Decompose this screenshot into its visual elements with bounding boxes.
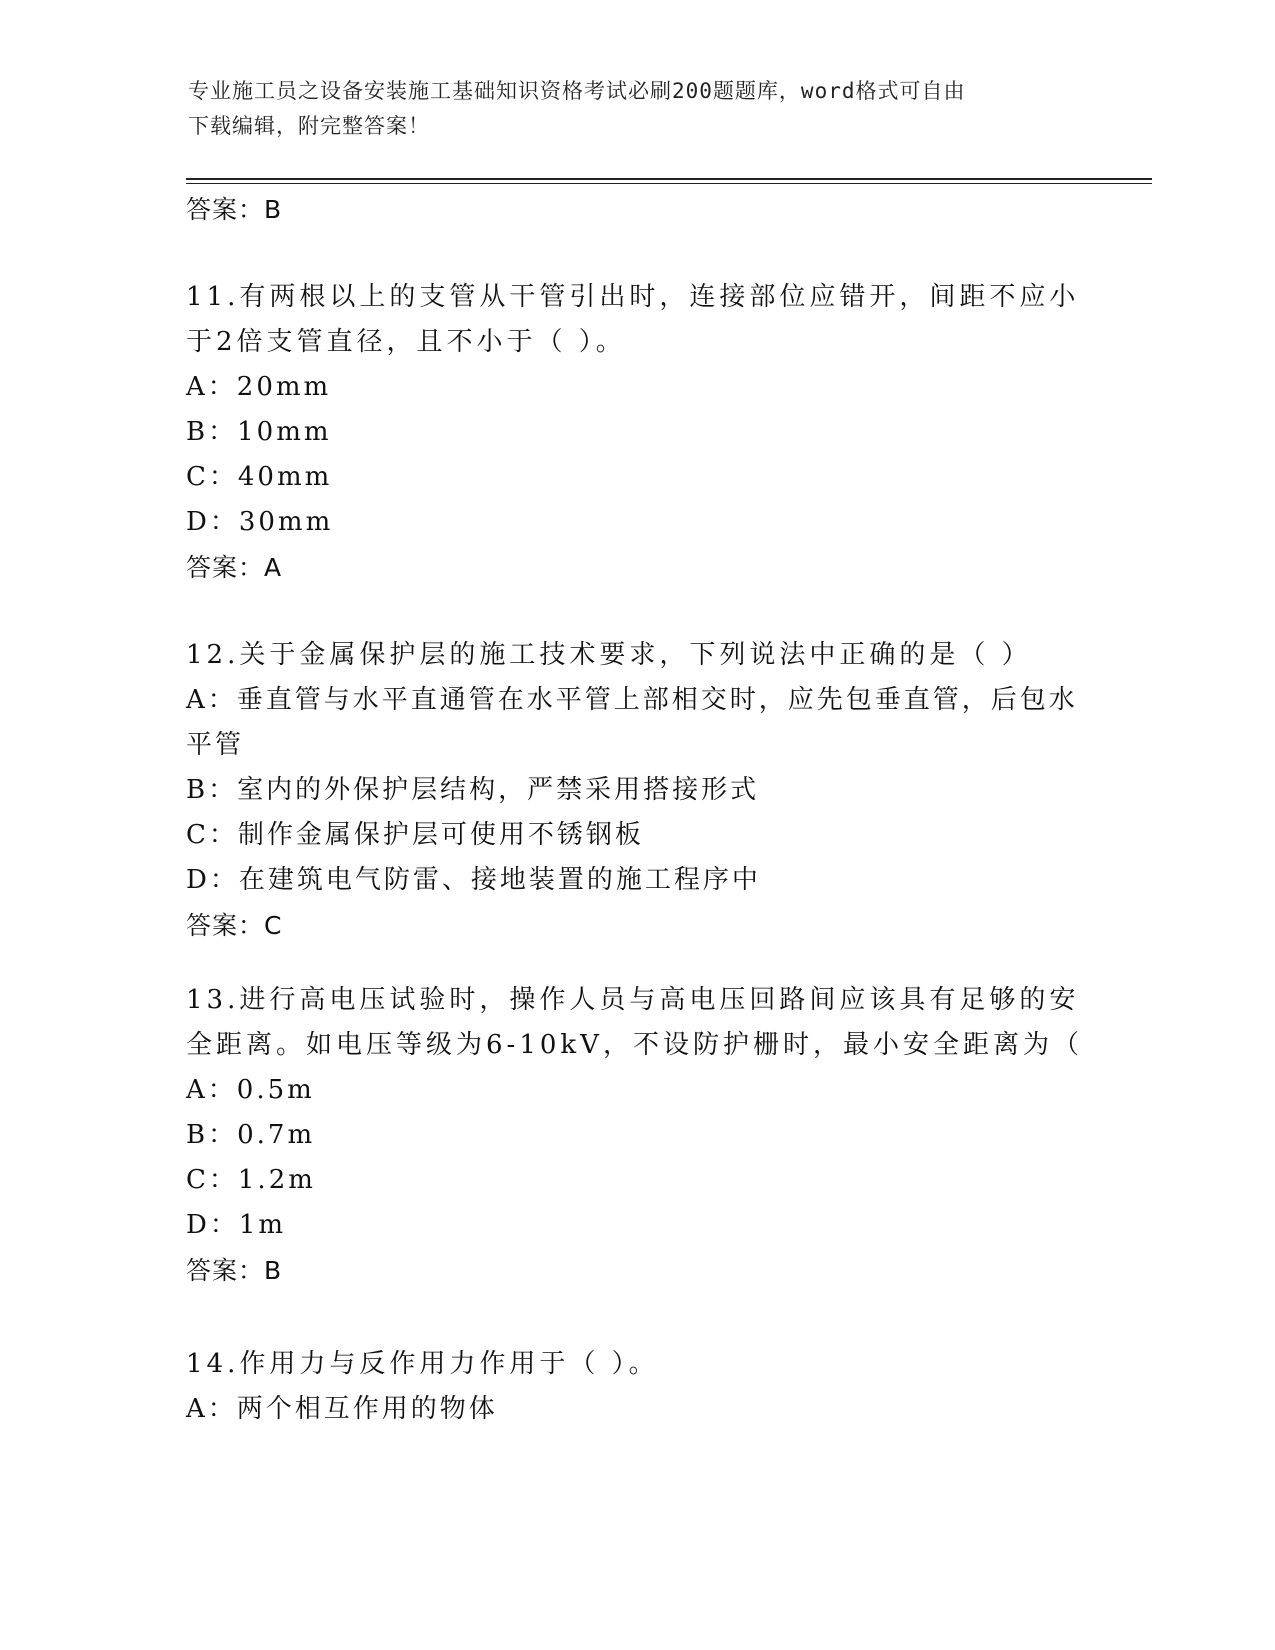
header-line-1: 专业施工员之设备安装施工基础知识资格考试必刷200题题库，word格式可自由	[188, 79, 966, 103]
header-divider-thick	[186, 178, 1152, 180]
question-11	[186, 275, 1086, 590]
option-c: C：制作金属保护层可使用不锈钢板	[186, 820, 644, 850]
header-divider-thin	[186, 183, 1152, 184]
option-d: D：在建筑电气防雷、接地装置的施工程序中	[186, 865, 761, 895]
option-b: B：室内的外保护层结构，严禁采用搭接形式	[186, 775, 760, 805]
option-b: B：10mm	[186, 417, 332, 447]
answer: 答案：C	[186, 911, 283, 940]
question-text: 14.作用力与反作用力作用于（ ）。	[186, 1349, 659, 1379]
header-line-2: 下载编辑，附完整答案！	[188, 114, 430, 138]
option-a: A：两个相互作用的物体	[186, 1394, 498, 1424]
option-a: A：垂直管与水平直通管在水平管上部相交时，应先包垂直管，后包水平管	[186, 685, 1078, 760]
question-text: 12.关于金属保护层的施工技术要求，下列说法中正确的是（ ）	[186, 640, 1032, 670]
answer: 答案：A	[186, 553, 283, 582]
question-14	[186, 1342, 1086, 1432]
option-d: D：30mm	[186, 507, 334, 537]
document-header	[188, 74, 1068, 144]
option-a: A：0.5m	[186, 1075, 315, 1105]
question-text: 11.有两根以上的支管从干管引出时，连接部位应错开，间距不应小于2倍支管直径，且不小于（ ）。	[186, 282, 1080, 357]
question-text: 13.进行高电压试验时，操作人员与高电压回路间应该具有足够的安全距离。如电压等级为6-10kV，不设防护栅时，最小安全距离为（	[186, 985, 1083, 1060]
option-c: C：40mm	[186, 462, 333, 492]
option-a: A：20mm	[186, 372, 332, 402]
option-d: D：1m	[186, 1210, 287, 1240]
option-c: C：1.2m	[186, 1165, 316, 1195]
question-13	[186, 978, 1086, 1293]
answer: 答案：B	[186, 1256, 283, 1285]
previous-answer: 答案：B	[186, 195, 283, 224]
option-b: B：0.7m	[186, 1120, 316, 1150]
question-12	[186, 633, 1086, 948]
